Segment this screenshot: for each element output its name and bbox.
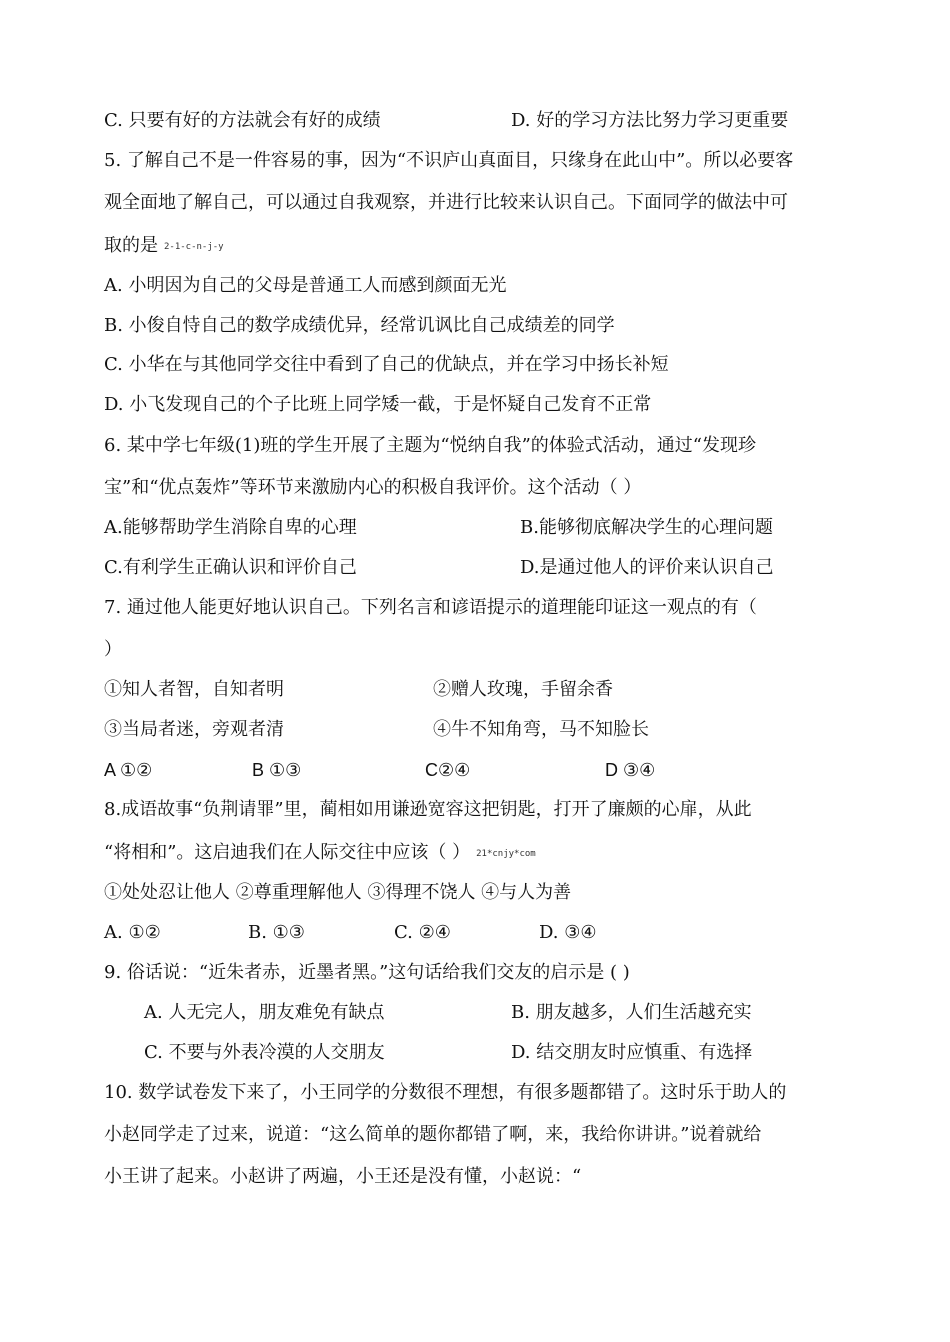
q7-stem-line2: ） <box>104 639 122 660</box>
q7-item-3: ③当局者迷，旁观者清 <box>104 719 284 740</box>
q10-stem-line2: 小赵同学走了过来，说道：“这么简单的题你都错了啊，来，我给你讲讲。”说着就给 <box>104 1124 762 1145</box>
q8-watermark: 21*cnjy*com <box>476 849 536 859</box>
q5-stem-text: 取的是 <box>104 235 158 256</box>
q9-option-b: B. 朋友越多，人们生活越充实 <box>511 1002 752 1023</box>
q6-option-d: D.是通过他人的评价来认识自己 <box>520 557 774 578</box>
q8-stem-text: “将相和”。这启迪我们在人际交往中应该（ ） <box>104 842 471 863</box>
q7-option-c: C②④ <box>425 760 471 780</box>
q8-option-a: A. ①② <box>104 922 161 943</box>
q6-option-a: A.能够帮助学生消除自卑的心理 <box>104 517 357 538</box>
q6-stem-line2: 宝”和“优点轰炸”等环节来激励内心的积极自我评价。这个活动（ ） <box>104 477 642 498</box>
q5-stem-line1: 5. 了解自己不是一件容易的事，因为“不识庐山真面目，只缘身在此山中”。所以必要客 <box>104 150 794 171</box>
q7-stem-line1: 7. 通过他人能更好地认识自己。下列名言和谚语提示的道理能印证这一观点的有（ <box>104 597 757 618</box>
q4-option-c: C. 只要有好的方法就会有好的成绩 <box>104 110 381 131</box>
q5-option-b: B. 小俊自恃自己的数学成绩优异，经常讥讽比自己成绩差的同学 <box>104 315 615 336</box>
q9-option-c: C. 不要与外表冷漠的人交朋友 <box>144 1042 385 1063</box>
q7-option-a: A ①② <box>104 760 153 780</box>
q5-option-d: D. 小飞发现自己的个子比班上同学矮一截，于是怀疑自己发育不正常 <box>104 394 652 415</box>
q9-option-d: D. 结交朋友时应慎重、有选择 <box>511 1042 753 1063</box>
q5-option-a: A. 小明因为自己的父母是普通工人而感到颜面无光 <box>104 275 507 296</box>
q8-option-d: D. ③④ <box>539 922 597 943</box>
q9-stem: 9. 俗话说：“近朱者赤，近墨者黑。”这句话给我们交友的启示是 ( ) <box>104 962 630 983</box>
q8-items: ①处处忍让他人 ②尊重理解他人 ③得理不饶人 ④与人为善 <box>104 882 572 903</box>
q7-item-2: ②赠人玫瑰，手留余香 <box>433 679 613 700</box>
q5-watermark: 2-1-c-n-j-y <box>164 242 224 252</box>
q8-stem-line2 <box>104 841 536 866</box>
q8-stem-line1: 8.成语故事“负荆请罪”里，蔺相如用谦逊宽容这把钥匙，打开了廉颇的心扉，从此 <box>104 799 752 820</box>
q4-option-d: D. 好的学习方法比努力学习更重要 <box>511 110 789 131</box>
q5-stem-line3 <box>104 234 224 259</box>
q8-option-c: C. ②④ <box>394 922 451 943</box>
q6-stem-line1: 6. 某中学七年级(1)班的学生开展了主题为“悦纳自我”的体验式活动，通过“发现珍 <box>104 435 756 456</box>
q7-option-b: B ①③ <box>252 760 302 780</box>
q7-item-1: ①知人者智，自知者明 <box>104 679 284 700</box>
q8-option-b: B. ①③ <box>248 922 305 943</box>
q6-option-c: C.有利学生正确认识和评价自己 <box>104 557 357 578</box>
q7-option-d: D ③④ <box>605 760 656 780</box>
q10-stem-line1: 10. 数学试卷发下来了，小王同学的分数很不理想，有很多题都错了。这时乐于助人的 <box>104 1082 787 1103</box>
q6-option-b: B.能够彻底解决学生的心理问题 <box>520 517 773 538</box>
q7-item-4: ④牛不知角弯，马不知脸长 <box>433 719 649 740</box>
q10-stem-line3: 小王讲了起来。小赵讲了两遍，小王还是没有懂，小赵说：“ <box>104 1166 582 1187</box>
q5-option-c: C. 小华在与其他同学交往中看到了自己的优缺点，并在学习中扬长补短 <box>104 354 669 375</box>
q5-stem-line2: 观全面地了解自己，可以通过自我观察，并进行比较来认识自己。下面同学的做法中可 <box>104 192 788 213</box>
q9-option-a: A. 人无完人，朋友难免有缺点 <box>144 1002 385 1023</box>
